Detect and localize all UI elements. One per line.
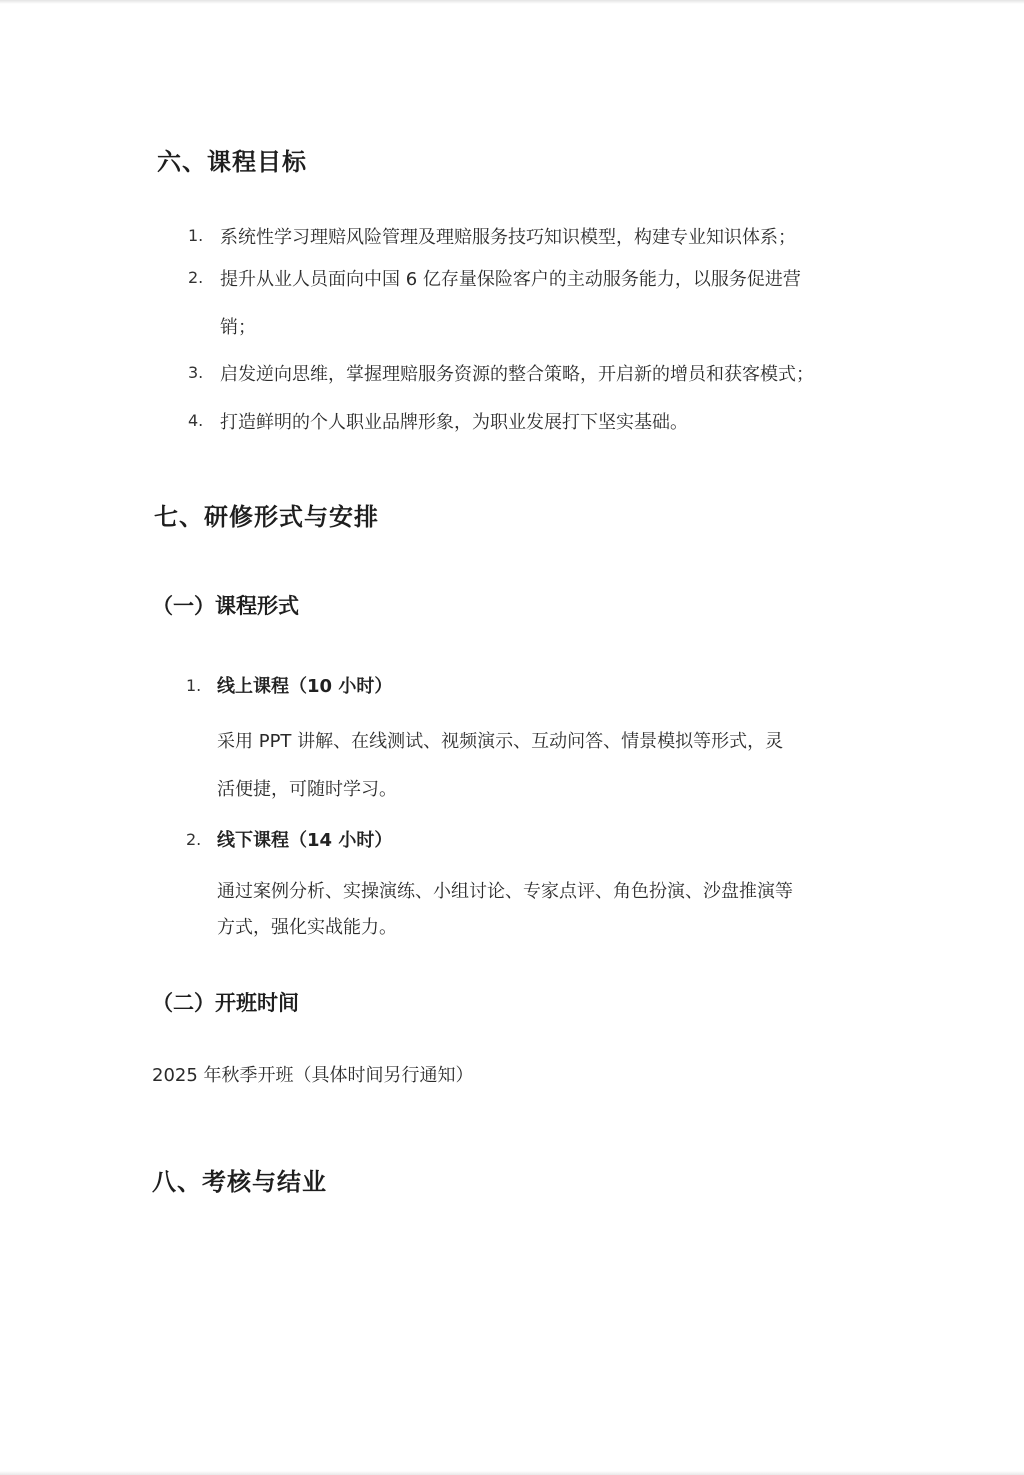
scan-edge-top xyxy=(0,0,1024,4)
format-2-number: 2. xyxy=(186,830,202,849)
start-time-text: 2025 年秋季开班（具体时间另行通知） xyxy=(152,1065,474,1086)
format-2-heading: 线下课程（14 小时） xyxy=(217,830,393,851)
format-1-number: 1. xyxy=(186,676,202,695)
goal-1-number: 1. xyxy=(188,226,204,245)
goal-4-number: 4. xyxy=(188,411,204,430)
format-2-text: 通过案例分析、实操演练、小组讨论、专家点评、角色扮演、沙盘推演等 xyxy=(217,881,793,902)
subsection-start-time-title: （二）开班时间 xyxy=(152,991,299,1015)
section-6-title: 六、课程目标 xyxy=(157,148,307,176)
scan-edge-bottom xyxy=(0,1471,1024,1475)
goal-2-text-cont: 销； xyxy=(220,317,256,338)
format-2-text-cont: 方式，强化实战能力。 xyxy=(217,917,397,938)
format-1-text-cont: 活便捷，可随时学习。 xyxy=(217,779,397,800)
goal-1-text: 系统性学习理赔风险管理及理赔服务技巧知识模型，构建专业知识体系； xyxy=(220,227,796,248)
section-8-title: 八、考核与结业 xyxy=(152,1168,327,1196)
goal-4-text: 打造鲜明的个人职业品牌形象，为职业发展打下坚实基础。 xyxy=(220,412,688,433)
format-1-heading: 线上课程（10 小时） xyxy=(217,676,393,697)
format-1-text: 采用 PPT 讲解、在线测试、视频演示、互动问答、情景模拟等形式，灵 xyxy=(217,731,784,752)
goal-2-text: 提升从业人员面向中国 6 亿存量保险客户的主动服务能力，以服务促进营 xyxy=(220,269,801,290)
goal-3-text: 启发逆向思维，掌握理赔服务资源的整合策略，开启新的增员和获客模式； xyxy=(220,364,814,385)
goal-3-number: 3. xyxy=(188,363,204,382)
subsection-course-format-title: （一）课程形式 xyxy=(152,594,299,618)
goal-2-number: 2. xyxy=(188,268,204,287)
section-7-title: 七、研修形式与安排 xyxy=(154,503,379,531)
